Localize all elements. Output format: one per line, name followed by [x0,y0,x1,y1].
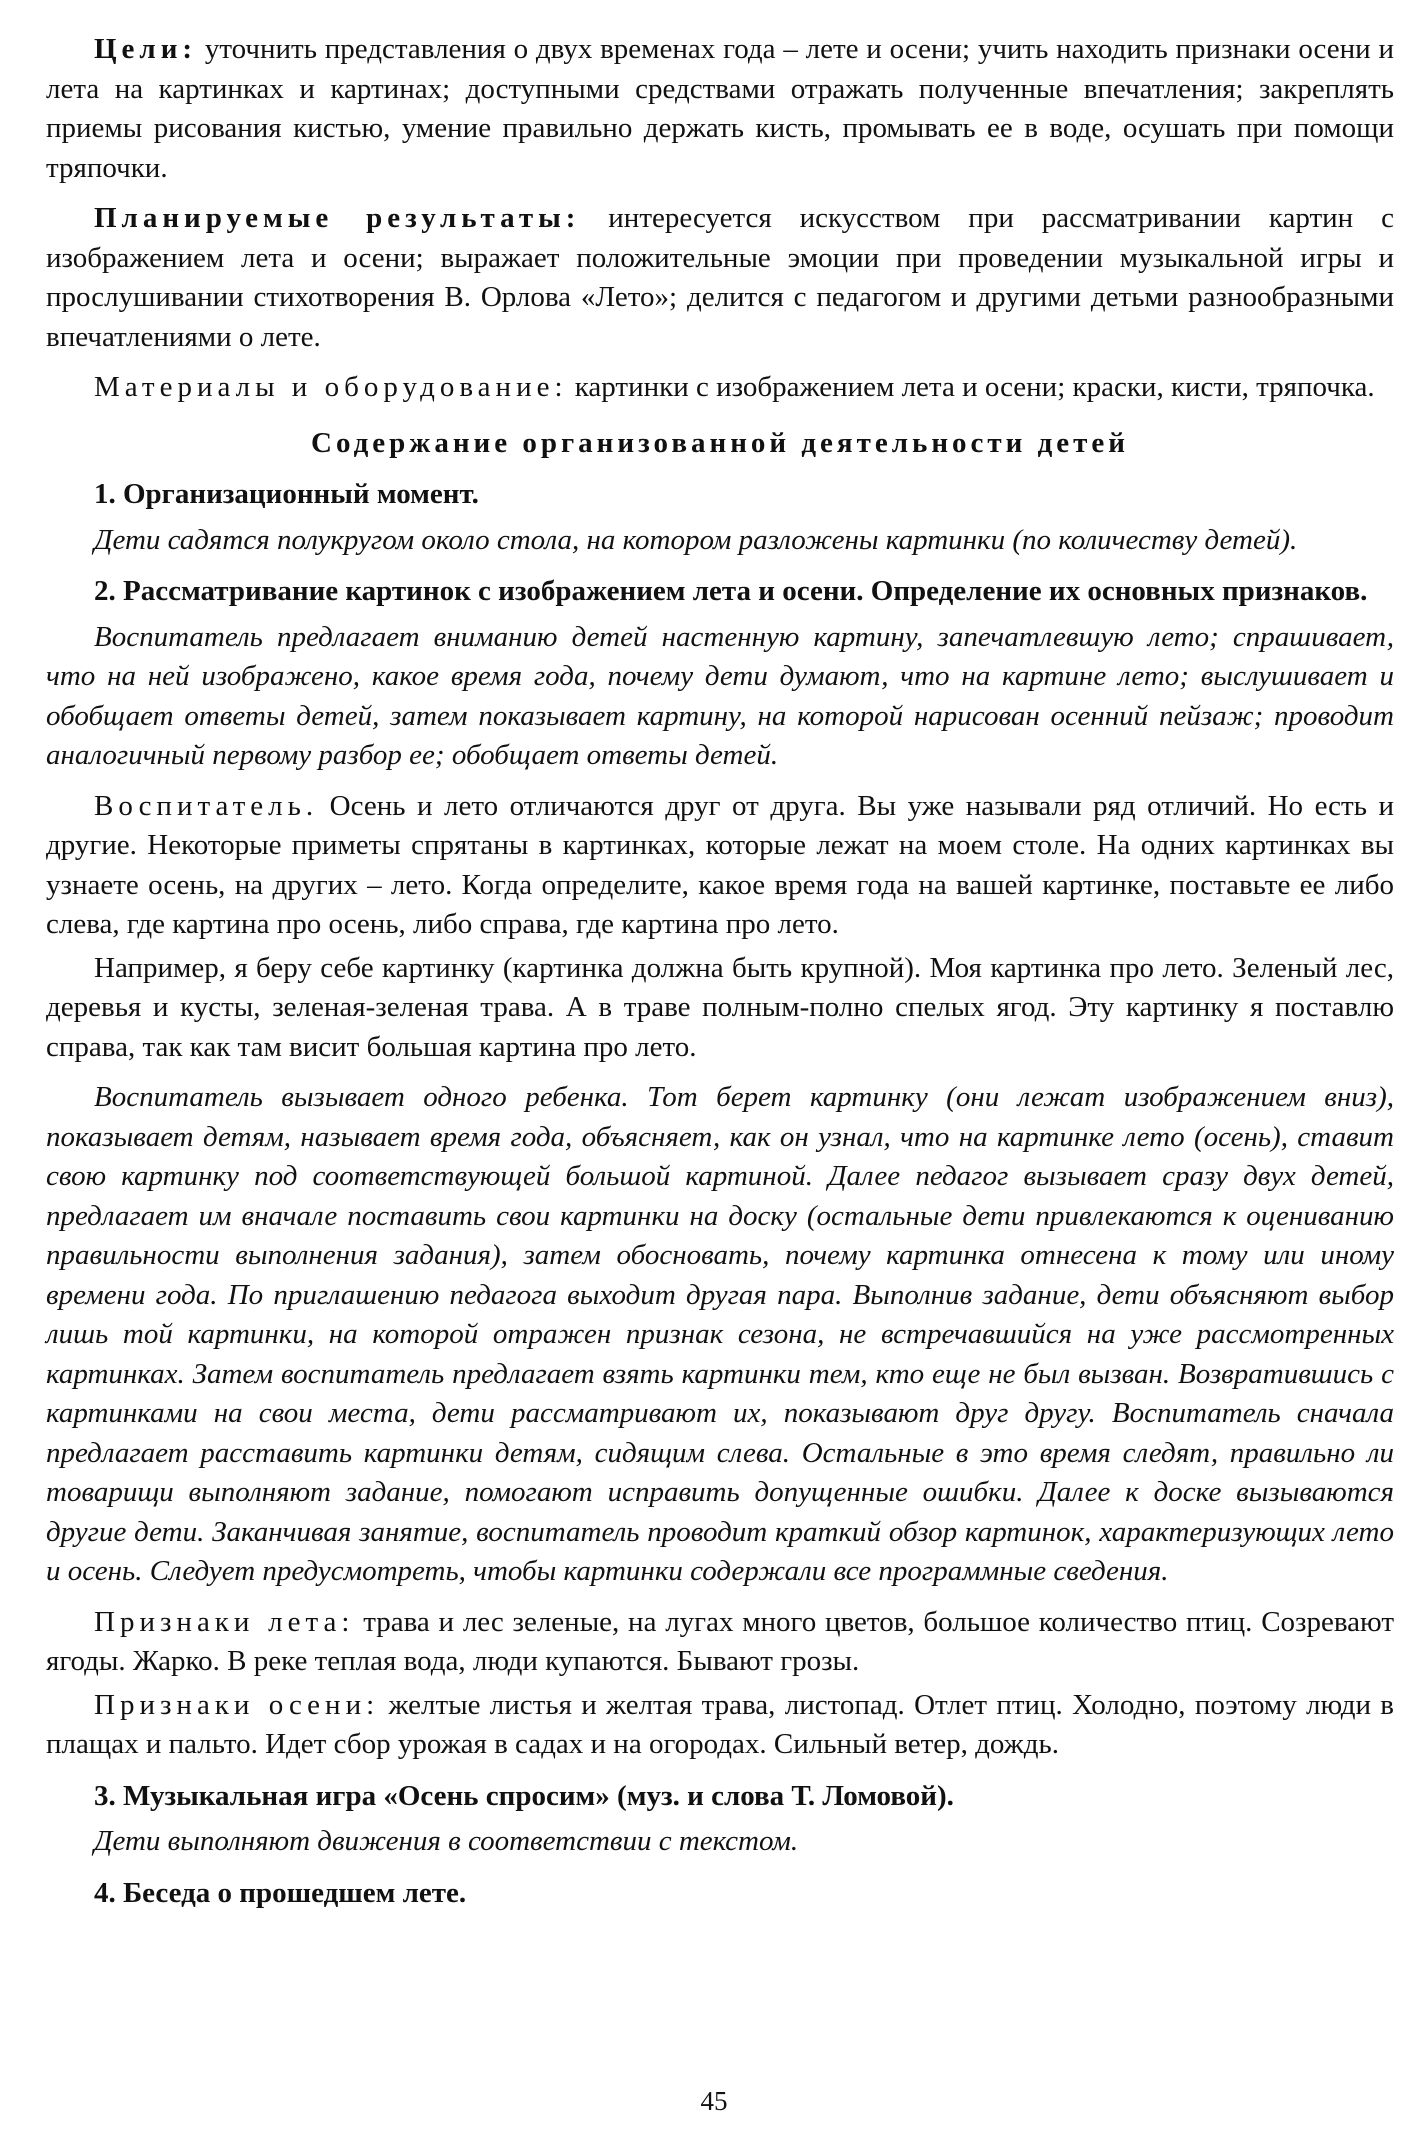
autumn-label: Признаки осени: [94,1688,380,1721]
goals-label: Цели: [94,33,198,65]
summer-signs [46,1603,1394,1682]
results-paragraph [46,199,1394,357]
content-heading: Содержание организованной деятельности детей [311,426,1129,459]
section-1-title: 1. Организационный момент. [94,478,479,510]
goals-paragraph [46,30,1394,188]
section-2-italic-1: Воспитатель предлагает вниманию детей настенную картину, запечатлевшую лето; спрашивает, что на ней изображено, какое время года, почему дети думают, что на картине лето; выслушивает и обобщает ответы детей, затем показывает картину, на которой нарисован осенний пейзаж; проводит аналогичный первому разбор ее; обобщает ответы детей. [46,620,1394,771]
section-4-title: 4. Беседа о прошедшем лете. [94,1876,467,1909]
section-3-title: 3. Музыкальная игра «Осень спросим» (муз. и слова Т. Ломовой). [94,1779,954,1812]
teacher-speech-1 [46,787,1394,945]
document-page [46,30,1394,1919]
speaker-label: Воспитатель. [94,789,319,822]
materials-text: картинки с изображением лета и осени; краски, кисти, тряпочка. [567,371,1375,403]
autumn-signs [46,1686,1394,1765]
section-2-italic-2: Воспитатель вызывает одного ребенка. Тот берет картинку (они лежат изображением вниз), показывает детям, называет время года, объясняет, как он узнал, что на картинке лето (осень), ставит свою картинку под соответствующей большой картиной. Далее педагог вызывает сразу двух детей, предлагает им вначале поставить свои картинки на доску (остальные дети привлекаются к оцениванию правильности выполнения задания), затем обосновать, почему картинка отнесена к тому или иному времени года. По приглашению педагога выходит другая пара. Выполнив задание, дети объясняют выбор лишь той картинки, на которой отражен признак сезона, не встречавшийся на уже рассмотренных картинках. Затем воспитатель предлагает взять картинки тем, кто еще не был вызван. Возвратившись с картинками на свои места, дети рассматривают их, показывают друг другу. Воспитатель сначала предлагает расставить картинки детям, сидящим слева. Остальные в это время следят, правильно ли товарищи выполняют задание, помогают исправить допущенные ошибки. Далее к доске вызываются другие дети. Заканчивая занятие, воспитатель проводит краткий обзор картинок, характеризующих лето и осень. Следует предусмотреть, чтобы картинки содержали все программные сведения. [46,1081,1394,1587]
autumn-text: желтые листья и желтая трава, листопад. Отлет птиц. Холодно, поэтому люди в плащах и пальто. Идет сбор урожая в садах и на огородах. Сильный ветер, дождь. [46,1688,1394,1760]
teacher-speech-2: Например, я беру себе картинку (картинка должна быть крупной). Моя картинка про лето. Зеленый лес, деревья и кусты, зеленая-зеленая трава. А в траве полным-полно спелых ягод. Эту картинку я поставлю справа, так как там висит большая картина про лето. [46,951,1394,1063]
results-text: интересуется искусством при рассматривании картин с изображением лета и осени; выражает положительные эмоции при проведении музыкальной игры и прослушивании стихотворения В. Орлова «Лето»; делится с педагогом и другими детьми разнообразными впечатлениями о лете. [46,202,1394,353]
page-number: 45 [700,2086,728,2116]
speech-1-text: Осень и лето отличаются друг от друга. Вы уже называли ряд отличий. Но есть и другие. Некоторые приметы спрятаны в картинках, которые лежат на моем столе. На одних картинках вы узнаете осень, на других – лето. Когда определите, какое время года на вашей картинке, поставьте ее либо слева, где картина про осень, либо справа, где картина про лето. [46,789,1394,940]
section-2-title: 2. Рассматривание картинок с изображением лета и осени. Определение их основных признаков. [94,575,1368,607]
results-label: Планируемые результаты: [94,202,581,234]
goals-text: уточнить представления о двух временах года – лете и осени; учить находить признаки осени и лета на картинках и картинах; доступными средствами отражать полученные впечатления; закреплять приемы рисования кистью, умение правильно держать кисть, промывать ее в воде, осушать при помощи тряпочки. [46,33,1394,184]
materials-paragraph [46,368,1394,408]
section-1-italic: Дети садятся полукругом около стола, на котором разложены картинки (по количеству детей). [94,523,1298,556]
summer-text: трава и лес зеленые, на лугах много цветов, большое количество птиц. Созревают ягоды. Жарко. В реке теплая вода, люди купаются. Бывают грозы. [46,1605,1394,1677]
summer-label: Признаки лета: [94,1605,355,1638]
materials-label: Материалы и оборудование: [94,371,568,403]
section-3-italic: Дети выполняют движения в соответствии с текстом. [94,1825,799,1857]
